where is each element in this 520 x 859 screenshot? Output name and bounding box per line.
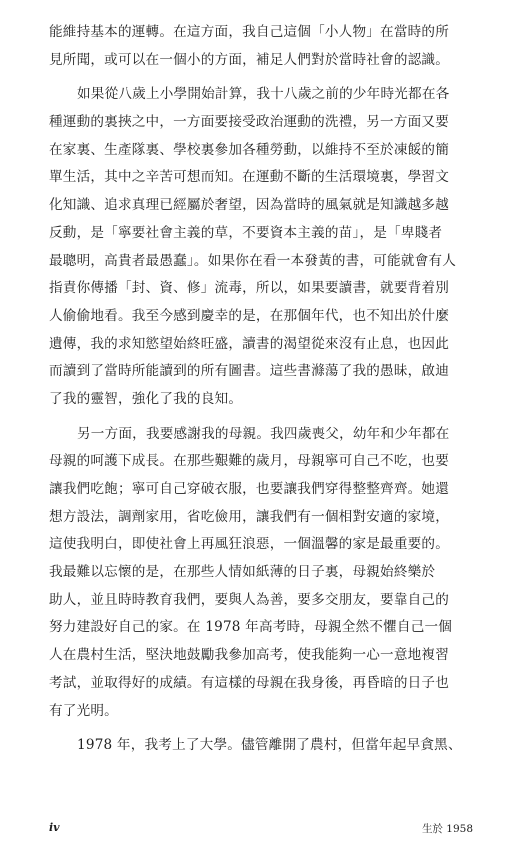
body-text	[49, 19, 473, 760]
text-line: 最聰明，高貴者最愚蠢」。如果你在看一本發黃的書，可能就會有人	[49, 252, 457, 269]
paragraph-spacer	[49, 414, 473, 421]
paragraph	[49, 732, 473, 760]
text-line: 能維持基本的運轉。在這方面，我自己這個「小人物」在當時的所	[49, 24, 450, 40]
text-line: 考試，並取得好的成績。有這樣的母親在我身後，再昏暗的日子也	[49, 674, 450, 691]
text-line: 人在農村生活，堅決地鼓勵我參加高考，使我能夠一心一意地複習	[49, 647, 450, 664]
text-line: 我最難以忘懷的是，在那些人情如紙薄的日子裏，母親始終樂於	[49, 564, 436, 581]
paragraph	[49, 81, 473, 413]
paragraph	[49, 421, 473, 726]
text-line: 單生活，其中之辛苦可想而知。在運動不斷的生活環境裏，學習文	[49, 169, 450, 186]
text-line: 而讀到了當時所能讀到的所有圖書。這些書滌蕩了我的愚昧，啟迪	[49, 363, 450, 380]
text-line: 反動，是「寧要社會主義的草，不要資本主義的苗」，是「卑賤者	[49, 224, 443, 241]
text-line: 遺傳，我的求知慾望始終旺盛，讀書的渴望從來沒有止息，也因此	[49, 335, 450, 352]
page-number: iv	[49, 821, 60, 834]
paragraph	[49, 19, 473, 74]
text-line: 想方設法，調劑家用，省吃儉用，讓我們有一個相對安適的家境，	[49, 508, 450, 525]
text-line: 如果從八歲上小學開始計算，我十八歲之前的少年時光都在各	[77, 86, 450, 103]
paragraph-spacer	[49, 74, 473, 81]
running-title: 生於 1958	[421, 823, 473, 835]
text-line: 助人，並且時時教育我們，要與人為善，要多交朋友，要靠自己的	[49, 591, 450, 608]
text-line: 讓我們吃飽；寧可自己穿破衣服，也要讓我們穿得整整齊齊。她還	[49, 481, 450, 497]
text-line: 見所聞，或可以在一個小的方面，補足人們對於當時社會的認識。	[49, 51, 450, 68]
text-line: 這使我明白，即使社會上再風狂浪惡，一個溫馨的家是最重要的。	[49, 536, 450, 553]
text-line: 化知識、追求真理已經屬於奢望，因為當時的風氣就是知識越多越	[49, 197, 450, 214]
text-line: 種運動的裏挾之中，一方面要接受政治運動的洗禮，另一方面又要	[49, 114, 450, 131]
text-line: 有了光明。	[49, 702, 118, 719]
text-line: 了我的靈智，強化了我的良知。	[49, 390, 243, 407]
text-line: 1978 年，我考上了大學。儘管離開了農村，但當年起早貪黑、	[77, 737, 462, 754]
text-line: 努力建設好自己的家。在 1978 年高考時，母親全然不懼自己一個	[49, 619, 453, 636]
text-line: 另一方面，我要感謝我的母親。我四歲喪父，幼年和少年都在	[77, 425, 450, 442]
text-line: 人偷偷地看。我至今感到慶幸的是，在那個年代，也不知出於什麼	[49, 307, 450, 324]
text-line: 母親的呵護下成長。在那些艱難的歲月，母親寧可自己不吃，也要	[49, 453, 450, 470]
page-footer	[49, 821, 473, 837]
paragraph-spacer	[49, 725, 473, 732]
text-line: 指責你傳播「封、資、修」流毒，所以，如果要讀書，就要背着別	[49, 280, 450, 297]
text-line: 在家裏、生產隊裏、學校裏參加各種勞動，以維持不至於凍餒的簡	[49, 141, 450, 158]
